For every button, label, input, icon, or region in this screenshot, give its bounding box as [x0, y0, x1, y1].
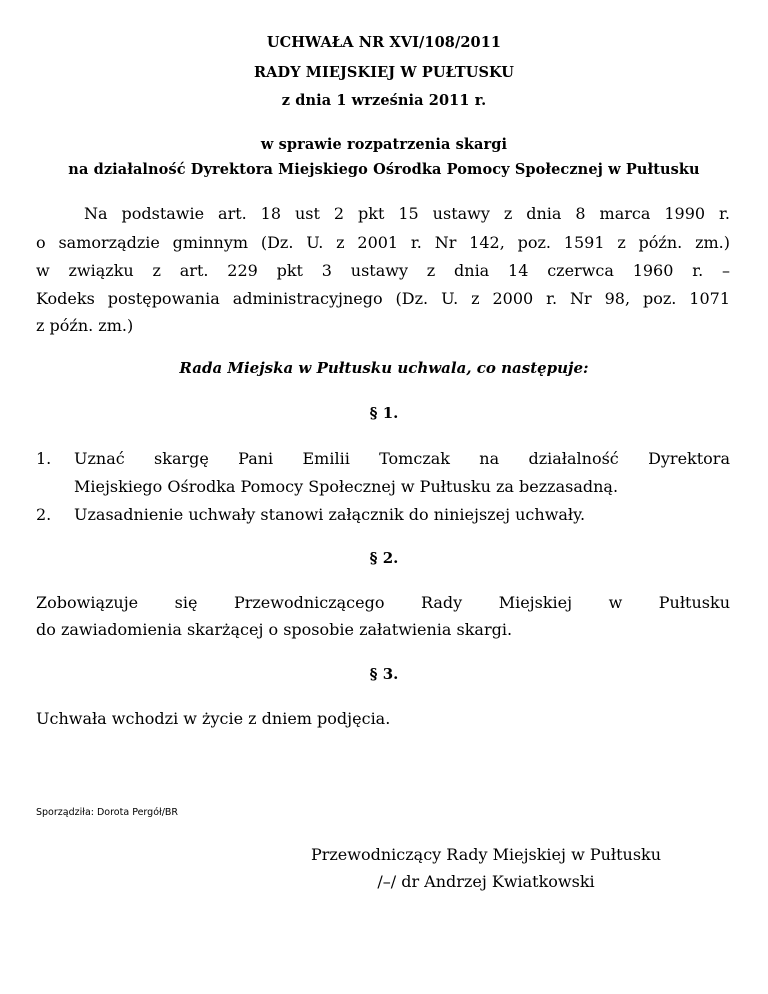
preamble-line-2: o samorządzie gminnym (Dz. U. z 2001 r. Nr 142, poz. 1591 z późn. zm.): [36, 233, 730, 252]
item-2-line-1: Uzasadnienie uchwały stanowi załącznik do niniejszej uchwały.: [74, 505, 586, 524]
resolves-statement: Rada Miejska w Pułtusku uchwala, co następuje:: [179, 359, 589, 377]
section-2-line-2: do zawiadomienia skarżącej o sposobie załatwienia skargi.: [36, 620, 513, 639]
subject-line-1: w sprawie rozpatrzenia skargi: [260, 136, 508, 153]
item-1-line-2: Miejskiego Ośrodka Pomocy Społecznej w Pułtusku za bezzasadną.: [74, 477, 619, 496]
resolution-date: z dnia 1 września 2011 r.: [281, 92, 487, 109]
council-name: RADY MIEJSKIEJ W PUŁTUSKU: [254, 64, 514, 81]
preamble-line-4: Kodeks postępowania administracyjnego (Dz. U. z 2000 r. Nr 98, poz. 1071: [36, 289, 730, 308]
section-2-line-1: Zobowiązuje się Przewodniczącego Rady Miejskiej w Pułtusku: [36, 593, 730, 612]
preamble-line-5: z późn. zm.): [36, 316, 134, 335]
subject-line-2: na działalność Dyrektora Miejskiego Ośrodka Pomocy Społecznej w Pułtusku: [68, 161, 700, 178]
signature-title: Przewodniczący Rady Miejskiej w Pułtusku: [310, 845, 662, 864]
signature-name: /–/ dr Andrzej Kwiatkowski: [377, 872, 595, 891]
prepared-by-note: Sporządziła: Dorota Pergół/BR: [36, 807, 179, 818]
resolution-number: UCHWAŁA NR XVI/108/2011: [266, 34, 502, 51]
preamble-line-1: Na podstawie art. 18 ust 2 pkt 15 ustawy z dnia 8 marca 1990 r.: [84, 204, 730, 223]
section-3-heading: § 3.: [369, 665, 399, 683]
item-2-number: 2.: [36, 505, 52, 524]
document-page: [36, 0, 732, 994]
item-1-line-1: Uznać skargę Pani Emilii Tomczak na działalność Dyrektora: [74, 449, 730, 468]
section-3-line-1: Uchwała wchodzi w życie z dniem podjęcia.: [36, 709, 391, 728]
section-2-heading: § 2.: [369, 549, 399, 567]
item-1-number: 1.: [36, 449, 52, 468]
preamble-line-3: w związku z art. 229 pkt 3 ustawy z dnia 14 czerwca 1960 r. –: [36, 261, 730, 280]
section-1-heading: § 1.: [369, 404, 399, 422]
